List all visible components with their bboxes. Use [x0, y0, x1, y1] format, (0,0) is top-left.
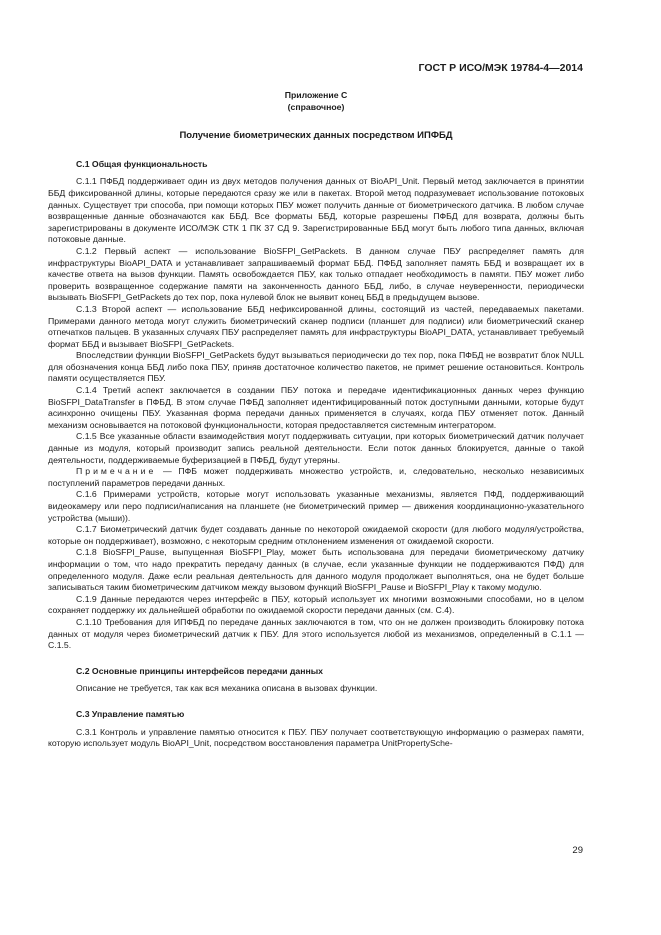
paragraph-c1-8: С.1.8 BioSFPI_Pause, выпущенная BioSFPI_Play, может быть использована для передачи биометрическому датчику информации о том, что надо прекратить передачу данных (в случае, если указанные функции не поддерживаются ПФД) для определенного модуля. Даже если реальная деятельность для данного модуля продолжает выполняться, она не будет больше записываться таким биометрическим датчиком между вызовом функций BioSFPI_Pause и BioSFPI_Play к такому модулю.: [48, 547, 584, 593]
paragraph-c1-5: С.1.5 Все указанные области взаимодействия могут поддерживать ситуации, при которых биометрический датчик получает данные из модуля, который производит запись реальной деятельности. Если поток данных блокируется, данные о такой деятельности, поддерживаемые буферизацией в ПФБД, будут утеряны.: [48, 431, 584, 465]
appendix-title: Приложение С: [284, 90, 348, 100]
section-c2-title: С.2 Основные принципы интерфейсов передачи данных: [76, 665, 323, 676]
page-content: [48, 90, 584, 750]
note: [48, 466, 584, 489]
note-text: — ПФБ может поддерживать множество устройств, и, следовательно, несколько независимых поступлений параметров передачи данных.: [48, 466, 584, 488]
paragraph-c1-7: С.1.7 Биометрический датчик будет создавать данные по некоторой ожидаемой скорости (для любого модуля/устройства, которые он поддерживает), возможно, с некоторым средним отклонением изменения от ожидаемой скорости.: [48, 524, 584, 546]
paragraph-c1-9: С.1.9 Данные передаются через интерфейс в ПБУ, который использует их многими возможными способами, но в целом сохраняет поддержку их дальнейшей обработки по ожидаемой скорости передачи данных (см. С.4).: [48, 593, 584, 616]
section-c1-title: С.1 Общая функциональность: [76, 158, 208, 169]
appendix-main-title: Получение биометрических данных посредством ИПФБД: [179, 130, 453, 142]
paragraph-c1-4: С.1.4 Третий аспект заключается в создании ПБУ потока и передаче идентификационных данных через функцию BioSFPI_DataTransfer в ПФБД. В этом случае ПФБД заполняет идентифицированный поток доступными данными, которые будут асинхронно очищены ПБУ. Указанная форма передачи данных применяется в случаях, когда ПБУ отменяет поток. Данный механизм основывается на потоковой функциональности, которая предоставляется системным интегратором.: [48, 385, 584, 430]
paragraph-c1-2: С.1.2 Первый аспект — использование BioSFPI_GetPackets. В данном случае ПБУ распределяет память для инфраструктуры BioAPI_DATA и устанавливает запрашиваемый формат ББД. ПФБД заполняет память ББД и возвращает их в качестве ответа на вызов функции. Память освобождается ПБУ, как только отпадает необходимость в памяти. ПБУ может либо проверить возвращенное содержание памяти на законченность данного ББД, либо, в случае неуверенности, периодически вызывать BioSFPI_GetPackets до тех пор, пока нулевой блок не выявит конец ББД в предыдущем вызове.: [48, 245, 584, 303]
note-label: Примечание: [76, 466, 157, 477]
paragraph-c2-1: Описание не требуется, так как вся механика описана в вызовах функции.: [76, 683, 378, 694]
section-c3-title: С.3 Управление памятью: [76, 708, 185, 719]
paragraph-c1-10: С.1.10 Требования для ИПФБД по передаче данных заключаются в том, что он не должен производить блокировку потока данных от модуля через биометрический датчик к ПБУ. Для этого используется любой из механизмов, определенный в С.1.1 — С.1.5.: [48, 616, 584, 651]
appendix-subtitle: (справочное): [287, 101, 345, 112]
paragraph-c1-3: С.1.3 Второй аспект — использование ББД нефиксированной длины, состоящий из частей, передаваемых пакетами. Примерами данного метода могут служить биометрический сканер подписи (планшет для подписи) или биометрический сканер отпечатков пальцев. В указанных случаях ПБУ распределяет память для инфраструктуры BioAPI_DATA, устанавливает требуемый формат ББД и вызывает BioSFPI_GetPackets.: [48, 303, 584, 349]
paragraph-c1-6: С.1.6 Примерами устройств, которые могут использовать указанные механизмы, является ПФД, поддерживающий видеокамеру или перо подписи/написания на планшете (не биометрический пример — движения координационно-указательного устройства (мыши)).: [48, 489, 584, 523]
paragraph-c1-3-cont: Впоследствии функции BioSFPI_GetPackets будут вызываться периодически до тех пор, пока ПФБД не возвратит блок NULL для обозначения конца ББД либо пока ПБУ, приняв достаточное количество пакетов, не примет решение остановиться. Контроль памяти осуществляется ПБУ.: [48, 350, 584, 384]
page-number: 29: [572, 845, 583, 856]
paragraph-c1-1: С.1.1 ПФБД поддерживает один из двух методов получения данных от BioAPI_Unit. Первый метод заключается в принятии ББД фиксированной длины, которые передаются сразу же или в пакетах. Второй метод подразумевает использование потоковых данных. Существует три способа, при помощи которых ПБУ может получить данные от биометрического датчика. В любом случае возвращенные данные обозначаются как ББД. Все форматы ББД, которые разрешены ПФБД для возврата, должны быть зарегистрированы в документе ИСО/МЭК СТК 1 ПК 37 СД 9. Зарегистрированные ББД могут быть любого типа данных, включая потоковые данные.: [48, 176, 584, 245]
standard-header: ГОСТ Р ИСО/МЭК 19784-4—2014: [418, 62, 583, 74]
paragraph-c3-1: С.3.1 Контроль и управление памятью относится к ПБУ. ПБУ получает соответствующую информацию о размерах памяти, которую использует модуль BioAPI_Unit, посредством восстановления параметра UnitPropertySche-: [48, 726, 584, 749]
